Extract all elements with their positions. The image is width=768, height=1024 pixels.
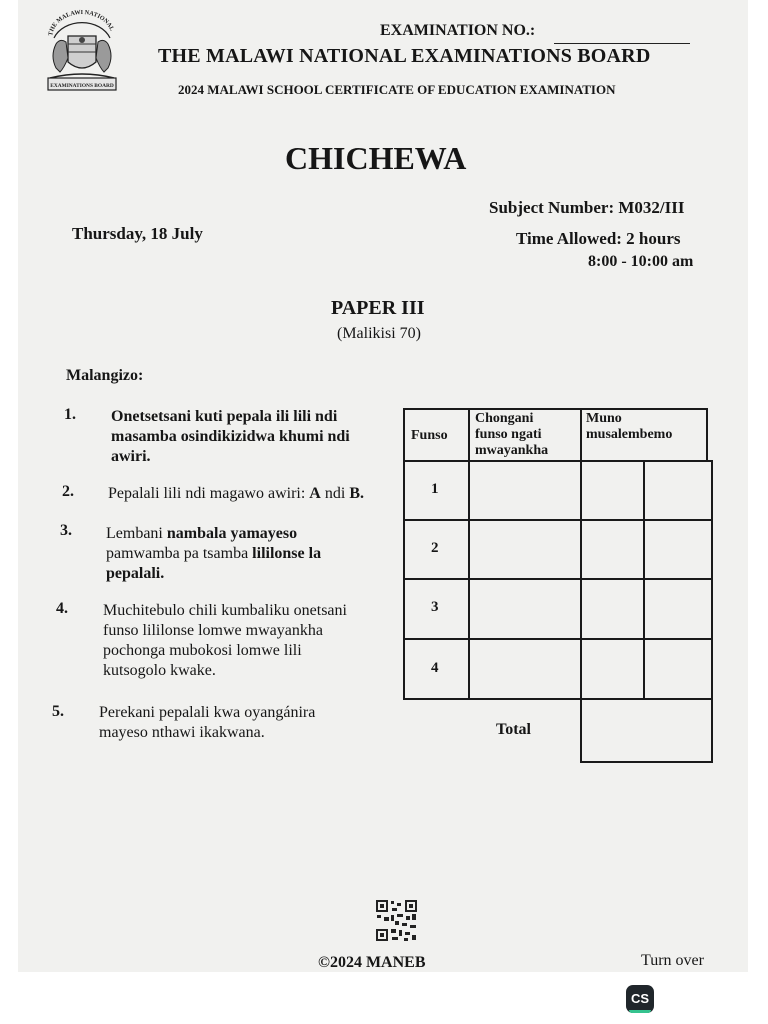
instruction-line: funso lililonse lomwe mwayankha xyxy=(103,622,323,639)
instruction-line: Muchitebulo chili kumbaliku onetsani xyxy=(103,602,347,619)
instruction-number: 3. xyxy=(60,522,72,539)
instruction-text: Pepalali lili ndi magawo awiri: xyxy=(108,485,310,502)
paper-title: PAPER III xyxy=(331,297,425,319)
header-line: Muno xyxy=(586,411,622,426)
question-tick-table xyxy=(403,408,712,762)
instruction-line: pochonga mubokosi lomwe lili xyxy=(103,642,302,659)
part-a-label: A xyxy=(309,485,321,502)
instruction-text: pamwamba pa tsamba xyxy=(106,545,253,562)
instruction-line: mayeso nthawi ikakwana. xyxy=(99,724,265,741)
svg-text:THE MALAWI NATIONAL: THE MALAWI NATIONAL xyxy=(47,8,116,37)
header-question: Funso xyxy=(411,428,448,443)
instruction-1 xyxy=(111,407,350,467)
part-b-label: B. xyxy=(349,485,364,502)
header-line: mwayankha xyxy=(475,443,549,458)
instruction-text: ndi xyxy=(320,485,350,502)
exam-date: Thursday, 18 July xyxy=(72,224,203,243)
instruction-line: Perekani pepalali kwa oyangánira xyxy=(99,704,316,721)
header-line: Chongani xyxy=(475,411,534,426)
question-row-number: 2 xyxy=(431,540,439,556)
camscanner-badge-icon[interactable]: CS xyxy=(626,985,654,1013)
paper-marks: (Malikisi 70) xyxy=(337,325,421,342)
certificate-title: 2024 MALAWI SCHOOL CERTIFICATE OF EDUCATION EXAMINATION xyxy=(178,82,616,97)
question-row-number: 4 xyxy=(431,660,439,676)
time-range: 8:00 - 10:00 am xyxy=(588,253,694,270)
header-examiner-only xyxy=(586,411,672,443)
instruction-text: Lembani xyxy=(106,525,167,542)
total-label: Total xyxy=(496,721,531,738)
question-row-number: 3 xyxy=(431,599,439,615)
instruction-emphasis: nambala yamayeso xyxy=(166,525,298,542)
header-line: musalembemo xyxy=(586,427,673,442)
subject-title: CHICHEWA xyxy=(285,140,467,176)
instruction-number: 1. xyxy=(64,406,76,423)
instruction-line: Onetsetsani kuti pepala ili lili ndi xyxy=(111,408,338,425)
turn-over-note: Turn over xyxy=(641,952,704,969)
board-title: THE MALAWI NATIONAL EXAMINATIONS BOARD xyxy=(158,45,651,67)
instruction-emphasis: lililonse la xyxy=(252,545,322,562)
instruction-number: 2. xyxy=(62,483,74,500)
instruction-number: 4. xyxy=(56,600,68,617)
instructions-heading: Malangizo: xyxy=(66,367,144,384)
time-allowed: Time Allowed: 2 hours xyxy=(516,229,681,248)
instruction-2 xyxy=(108,484,364,504)
subject-number: Subject Number: M032/III xyxy=(489,198,685,217)
instruction-line: awiri. xyxy=(111,448,151,465)
examination-number-label: EXAMINATION NO.: xyxy=(380,22,536,39)
header-line: funso ngati xyxy=(475,427,542,442)
question-row-number: 1 xyxy=(431,481,439,497)
svg-text:EXAMINATIONS BOARD: EXAMINATIONS BOARD xyxy=(50,83,114,89)
instruction-line: kutsogolo kwake. xyxy=(103,662,216,679)
instruction-4 xyxy=(103,601,347,681)
instruction-3 xyxy=(106,524,321,584)
instruction-number: 5. xyxy=(52,703,64,720)
header-tick-if-answered xyxy=(475,411,548,459)
qr-code-image xyxy=(375,899,418,942)
examination-number-line xyxy=(554,43,690,44)
maneb-crest-logo xyxy=(40,8,124,98)
copyright: ©2024 MANEB xyxy=(318,954,426,971)
instruction-5 xyxy=(99,703,315,743)
instruction-line: masamba osindikizidwa khumi ndi xyxy=(111,428,350,445)
instruction-emphasis: pepalali. xyxy=(106,565,165,582)
